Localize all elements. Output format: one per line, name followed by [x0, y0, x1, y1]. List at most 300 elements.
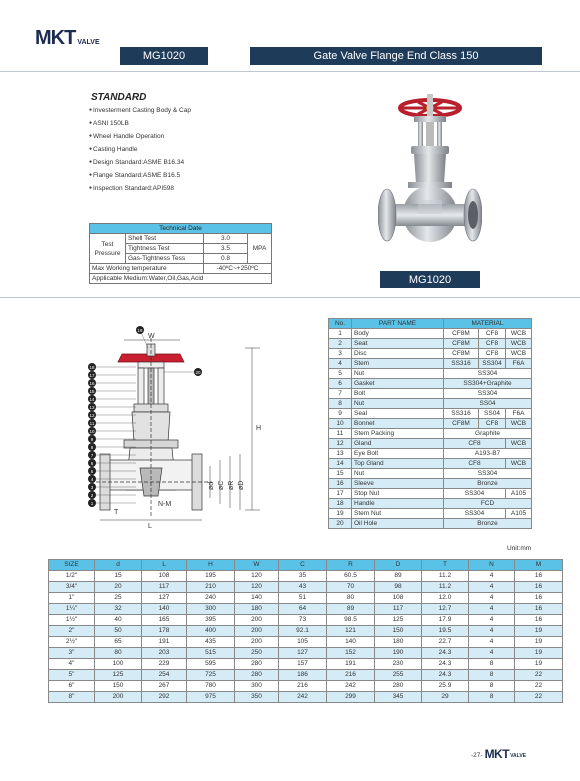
part-name: Bonnet — [352, 419, 444, 429]
material-table — [328, 318, 532, 529]
part-no: 12 — [329, 439, 352, 449]
dim-cell: 300 — [187, 604, 235, 615]
material-cell: CF8M — [444, 349, 479, 359]
material-cell: SS04 — [479, 409, 506, 419]
callout-number: 10 — [89, 428, 95, 434]
part-no: 20 — [329, 519, 352, 529]
standard-item: ● Inspection Standard:API598 — [89, 182, 191, 195]
dimension-table — [48, 559, 563, 703]
dim-cell: 180 — [375, 637, 422, 648]
callout-number: 4 — [90, 476, 94, 482]
part-no: 7 — [329, 389, 352, 399]
part-callout — [88, 411, 136, 419]
part-name: Seat — [352, 339, 444, 349]
callout-number: 2 — [90, 492, 94, 498]
callout-number: 13 — [89, 404, 95, 410]
dim-cell: 1¼" — [49, 604, 95, 615]
dim-cell: 280 — [235, 659, 279, 670]
dim-cell: 29 — [422, 692, 469, 703]
part-name: Seal — [352, 409, 444, 419]
part-no: 13 — [329, 449, 352, 459]
dim-cell: 8" — [49, 692, 95, 703]
dim-cell: 24.3 — [422, 648, 469, 659]
dim-cell: 125 — [375, 615, 422, 626]
part-no: 14 — [329, 459, 352, 469]
dim-cell: 2" — [49, 626, 95, 637]
callout-number: 11 — [89, 420, 95, 426]
dim-cell: 242 — [279, 692, 327, 703]
dim-cell: 4 — [469, 604, 515, 615]
dim-row — [49, 593, 563, 604]
part-callout — [88, 363, 136, 371]
dim-cell: 125 — [95, 670, 142, 681]
dim-col-header: SIZE — [49, 560, 95, 571]
material-cell: CF8M — [444, 329, 479, 339]
material-row — [329, 489, 532, 499]
part-callout — [136, 326, 148, 348]
part-no: 19 — [329, 509, 352, 519]
part-name: Handle — [352, 499, 444, 509]
material-row — [329, 449, 532, 459]
brand-logo — [35, 28, 100, 48]
dim-cell: 98.5 — [327, 615, 375, 626]
dim-cell: 242 — [327, 681, 375, 692]
dimension-label: N-M — [158, 501, 172, 508]
standard-list — [89, 104, 191, 195]
dim-cell: 22 — [515, 692, 563, 703]
dim-cell: 19.5 — [422, 626, 469, 637]
material-row — [329, 479, 532, 489]
col-header-material: MATERIAL — [444, 319, 532, 329]
dim-cell: 255 — [375, 670, 422, 681]
material-row — [329, 329, 532, 339]
part-name: Stem Nut — [352, 509, 444, 519]
callout-number: 8 — [90, 444, 94, 450]
tech-row-value: 3.5 — [204, 244, 248, 254]
part-no: 1 — [329, 329, 352, 339]
part-no: 5 — [329, 369, 352, 379]
part-no: 15 — [329, 469, 352, 479]
dim-cell: 16 — [515, 593, 563, 604]
valve-drawing — [80, 318, 320, 528]
dim-cell: 3" — [49, 648, 95, 659]
part-no: 10 — [329, 419, 352, 429]
dim-cell: 8 — [469, 670, 515, 681]
dim-cell: 4 — [469, 582, 515, 593]
part-name: Stop Nut — [352, 489, 444, 499]
dim-cell: 975 — [187, 692, 235, 703]
dimension-label: øD — [238, 480, 245, 490]
material-row — [329, 399, 532, 409]
callout-number: 7 — [90, 452, 94, 458]
part-no: 9 — [329, 409, 352, 419]
dim-cell: 120 — [235, 571, 279, 582]
dim-row — [49, 571, 563, 582]
dim-cell: 19 — [515, 637, 563, 648]
part-callout — [88, 395, 136, 403]
material-cell: Bronze — [444, 519, 532, 529]
material-cell: CF8M — [444, 419, 479, 429]
technical-data-table — [89, 223, 272, 284]
dim-cell: 19 — [515, 648, 563, 659]
standard-item: ● Casting Handle — [89, 143, 191, 156]
dim-cell: 40 — [95, 615, 142, 626]
dim-cell: 400 — [187, 626, 235, 637]
dim-cell: 105 — [279, 637, 327, 648]
callout-number: 18 — [89, 364, 95, 370]
dim-cell: 22.7 — [422, 637, 469, 648]
dimension-label: øR — [228, 480, 235, 490]
callout-number: 16 — [89, 380, 95, 386]
dimension-label: øC — [218, 480, 225, 490]
material-row — [329, 519, 532, 529]
material-cell: SS304 — [444, 509, 506, 519]
callout-number: 3 — [90, 484, 94, 490]
section-divider — [0, 297, 580, 298]
dim-cell: 127 — [142, 593, 187, 604]
dim-row — [49, 604, 563, 615]
dim-cell: 191 — [142, 637, 187, 648]
footer-brand-suffix: VALVE — [510, 753, 526, 759]
material-cell: WCB — [506, 329, 532, 339]
dim-cell: 43 — [279, 582, 327, 593]
standard-item: ● ASNI 150LB — [89, 117, 191, 130]
dim-cell: 165 — [142, 615, 187, 626]
dim-cell: 200 — [95, 692, 142, 703]
part-name: Bolt — [352, 389, 444, 399]
tech-row-name: Tightness Test — [126, 244, 204, 254]
material-cell: SS304 — [444, 389, 532, 399]
dim-cell: 280 — [235, 670, 279, 681]
dim-col-header: C — [279, 560, 327, 571]
callout-number: 5 — [90, 468, 94, 474]
dim-cell: 64 — [279, 604, 327, 615]
material-cell: SS316 — [444, 409, 479, 419]
dim-cell: 150 — [375, 626, 422, 637]
dim-col-header: N — [469, 560, 515, 571]
dim-cell: 16 — [515, 604, 563, 615]
dim-row — [49, 659, 563, 670]
dim-cell: 19 — [515, 626, 563, 637]
dim-cell: 200 — [235, 615, 279, 626]
dim-cell: 1" — [49, 593, 95, 604]
material-cell: WCB — [506, 439, 532, 449]
dim-cell: 22 — [515, 670, 563, 681]
dim-row — [49, 648, 563, 659]
dimension-label: L — [148, 523, 152, 528]
dim-cell: 4" — [49, 659, 95, 670]
dim-cell: 4 — [469, 637, 515, 648]
test-pressure-label: Test Pressure — [90, 234, 126, 264]
dim-cell: 229 — [142, 659, 187, 670]
dim-cell: 345 — [375, 692, 422, 703]
dim-row — [49, 670, 563, 681]
part-name: Stem — [352, 359, 444, 369]
dim-cell: 100 — [95, 659, 142, 670]
dim-cell: 25 — [95, 593, 142, 604]
material-cell: SS304 — [479, 359, 506, 369]
material-row — [329, 439, 532, 449]
dim-cell: 4 — [469, 593, 515, 604]
tech-row-value: 3.0 — [204, 234, 248, 244]
dim-cell: 15 — [95, 571, 142, 582]
dim-cell: 4 — [469, 626, 515, 637]
model-tag: MG1020 — [120, 47, 208, 65]
dim-cell: 73 — [279, 615, 327, 626]
material-cell: CF8 — [479, 349, 506, 359]
dimension-label: T — [114, 509, 119, 516]
tech-unit: MPA — [248, 234, 272, 264]
dim-cell: 3/4" — [49, 582, 95, 593]
dim-cell: 11.2 — [422, 571, 469, 582]
dim-cell: 150 — [95, 681, 142, 692]
callout-number: 20 — [195, 369, 201, 375]
dim-cell: 2½" — [49, 637, 95, 648]
dim-cell: 89 — [375, 571, 422, 582]
page-title: Gate Valve Flange End Class 150 — [250, 47, 542, 65]
dim-cell: 12.0 — [422, 593, 469, 604]
material-row — [329, 419, 532, 429]
part-callout — [88, 419, 136, 427]
dim-cell: 19 — [515, 659, 563, 670]
dim-col-header: d — [95, 560, 142, 571]
dim-row — [49, 615, 563, 626]
dim-cell: 117 — [375, 604, 422, 615]
callout-number: 9 — [90, 436, 94, 442]
dim-col-header: T — [422, 560, 469, 571]
dim-cell: 203 — [142, 648, 187, 659]
material-row — [329, 349, 532, 359]
dim-cell: 280 — [375, 681, 422, 692]
dim-cell: 120 — [235, 582, 279, 593]
dim-cell: 4 — [469, 571, 515, 582]
applicable-medium: Applicable Medium:Water,Oil,Gas,Acid — [90, 274, 272, 284]
part-name: Top Gland — [352, 459, 444, 469]
dim-cell: 6" — [49, 681, 95, 692]
temp-value: -40ºC~+250ºC — [204, 264, 272, 274]
material-cell: WCB — [506, 459, 532, 469]
part-name: Nut — [352, 469, 444, 479]
callout-number: 12 — [89, 412, 95, 418]
material-cell: WCB — [506, 339, 532, 349]
dim-cell: 25.9 — [422, 681, 469, 692]
dim-cell: 210 — [187, 582, 235, 593]
material-cell: CF8 — [479, 329, 506, 339]
dim-col-header: M — [515, 560, 563, 571]
dim-cell: 299 — [327, 692, 375, 703]
part-name: Gasket — [352, 379, 444, 389]
dim-cell: 725 — [187, 670, 235, 681]
dim-cell: 70 — [327, 582, 375, 593]
part-no: 8 — [329, 399, 352, 409]
tech-row-value: 0.8 — [204, 254, 248, 264]
dim-cell: 8 — [469, 659, 515, 670]
dim-cell: 140 — [235, 593, 279, 604]
part-no: 16 — [329, 479, 352, 489]
standard-item: ● Wheel Handle Operation — [89, 130, 191, 143]
dim-cell: 98 — [375, 582, 422, 593]
dim-cell: 395 — [187, 615, 235, 626]
dim-cell: 12.7 — [422, 604, 469, 615]
dim-cell: 108 — [375, 593, 422, 604]
material-row — [329, 509, 532, 519]
material-cell: F6A — [506, 409, 532, 419]
material-cell: CF8 — [444, 459, 506, 469]
material-cell: SS304 — [444, 469, 532, 479]
dim-cell: 108 — [142, 571, 187, 582]
material-cell: Graphite — [444, 429, 532, 439]
material-cell: CF8 — [444, 439, 506, 449]
material-cell: SS316 — [444, 359, 479, 369]
standard-item: ● Flange Standard:ASME B16.5 — [89, 169, 191, 182]
dim-cell: 190 — [375, 648, 422, 659]
part-callout — [88, 403, 136, 411]
tech-title: Technical Date — [90, 224, 272, 234]
material-row — [329, 409, 532, 419]
dim-cell: 5" — [49, 670, 95, 681]
dim-cell: 24.3 — [422, 670, 469, 681]
dim-cell: 250 — [235, 648, 279, 659]
part-no: 11 — [329, 429, 352, 439]
dimension-label: H — [256, 425, 262, 432]
part-name: Nut — [352, 399, 444, 409]
dim-col-header: R — [327, 560, 375, 571]
material-row — [329, 359, 532, 369]
part-no: 6 — [329, 379, 352, 389]
dim-cell: 16 — [515, 615, 563, 626]
dim-cell: 60.5 — [327, 571, 375, 582]
material-cell: SS304 — [444, 369, 532, 379]
dim-cell: 240 — [187, 593, 235, 604]
dim-col-header: W — [235, 560, 279, 571]
material-cell: F6A — [506, 359, 532, 369]
material-cell: Bronze — [444, 479, 532, 489]
dim-row — [49, 692, 563, 703]
part-name: Sleeve — [352, 479, 444, 489]
col-header-part-name: PART NAME — [352, 319, 444, 329]
dim-cell: 80 — [95, 648, 142, 659]
part-callout — [88, 371, 136, 379]
part-name: Body — [352, 329, 444, 339]
material-cell: A105 — [506, 489, 532, 499]
callout-number: 19 — [137, 327, 143, 333]
material-cell: WCB — [506, 349, 532, 359]
dim-cell: 121 — [327, 626, 375, 637]
dim-col-header: L — [142, 560, 187, 571]
dim-cell: 230 — [375, 659, 422, 670]
dim-cell: 267 — [142, 681, 187, 692]
dim-cell: 35 — [279, 571, 327, 582]
material-cell: CF8M — [444, 339, 479, 349]
valve-photo — [378, 92, 482, 267]
dim-cell: 16 — [515, 571, 563, 582]
dim-cell: 65 — [95, 637, 142, 648]
part-name: Eye Bolt — [352, 449, 444, 459]
dim-cell: 140 — [327, 637, 375, 648]
part-name: Nut — [352, 369, 444, 379]
dim-cell: 157 — [279, 659, 327, 670]
dim-cell: 8 — [469, 681, 515, 692]
unit-label: Unit:mm — [507, 545, 532, 552]
tech-row-name: Shell Test — [126, 234, 204, 244]
dim-cell: 780 — [187, 681, 235, 692]
material-row — [329, 459, 532, 469]
dim-cell: 200 — [235, 626, 279, 637]
dim-cell: 92.1 — [279, 626, 327, 637]
dim-cell: 51 — [279, 593, 327, 604]
footer-brand: MKT — [484, 747, 510, 761]
dim-cell: 292 — [142, 692, 187, 703]
dim-cell: 17.9 — [422, 615, 469, 626]
dim-cell: 22 — [515, 681, 563, 692]
callout-number: 1 — [90, 500, 94, 506]
tech-row-name: Gas-Tightness Tess — [126, 254, 204, 264]
page-number: -27- — [471, 752, 483, 759]
callout-number: 6 — [90, 460, 94, 466]
part-name: Gland — [352, 439, 444, 449]
part-name: Oil Hole — [352, 519, 444, 529]
header-divider — [0, 71, 580, 72]
part-no: 17 — [329, 489, 352, 499]
part-callout — [164, 368, 202, 376]
material-row — [329, 429, 532, 439]
dim-cell: 24.3 — [422, 659, 469, 670]
dim-cell: 1½" — [49, 615, 95, 626]
dim-cell: 4 — [469, 648, 515, 659]
material-row — [329, 339, 532, 349]
material-cell: A105 — [506, 509, 532, 519]
dim-cell: 80 — [327, 593, 375, 604]
material-row — [329, 389, 532, 399]
dim-cell: 140 — [142, 604, 187, 615]
callout-number: 14 — [89, 396, 95, 402]
dim-cell: 20 — [95, 582, 142, 593]
col-header-no: No. — [329, 319, 352, 329]
dim-cell: 200 — [235, 637, 279, 648]
part-no: 2 — [329, 339, 352, 349]
material-row — [329, 499, 532, 509]
material-cell: WCB — [506, 419, 532, 429]
dim-cell: 254 — [142, 670, 187, 681]
dim-col-header: D — [375, 560, 422, 571]
dim-cell: 11.2 — [422, 582, 469, 593]
dim-cell: 191 — [327, 659, 375, 670]
callout-number: 15 — [89, 388, 95, 394]
part-callout — [88, 387, 136, 395]
dim-cell: 178 — [142, 626, 187, 637]
material-row — [329, 369, 532, 379]
part-no: 3 — [329, 349, 352, 359]
dim-cell: 186 — [279, 670, 327, 681]
brand-name: MKT — [35, 27, 76, 49]
material-row — [329, 379, 532, 389]
part-callout — [88, 499, 136, 507]
dim-cell: 216 — [327, 670, 375, 681]
material-cell: CF8 — [479, 339, 506, 349]
dimension-label: W — [148, 333, 155, 340]
standard-heading: STANDARD — [91, 92, 147, 103]
dim-cell: 515 — [187, 648, 235, 659]
dim-cell: 127 — [279, 648, 327, 659]
dim-cell: 4 — [469, 615, 515, 626]
standard-item: ● Investerment Casting Body & Cap — [89, 104, 191, 117]
dim-cell: 216 — [279, 681, 327, 692]
part-no: 18 — [329, 499, 352, 509]
material-cell: CF8 — [479, 419, 506, 429]
dim-cell: 50 — [95, 626, 142, 637]
part-name: Stem Packing — [352, 429, 444, 439]
dim-cell: 152 — [327, 648, 375, 659]
